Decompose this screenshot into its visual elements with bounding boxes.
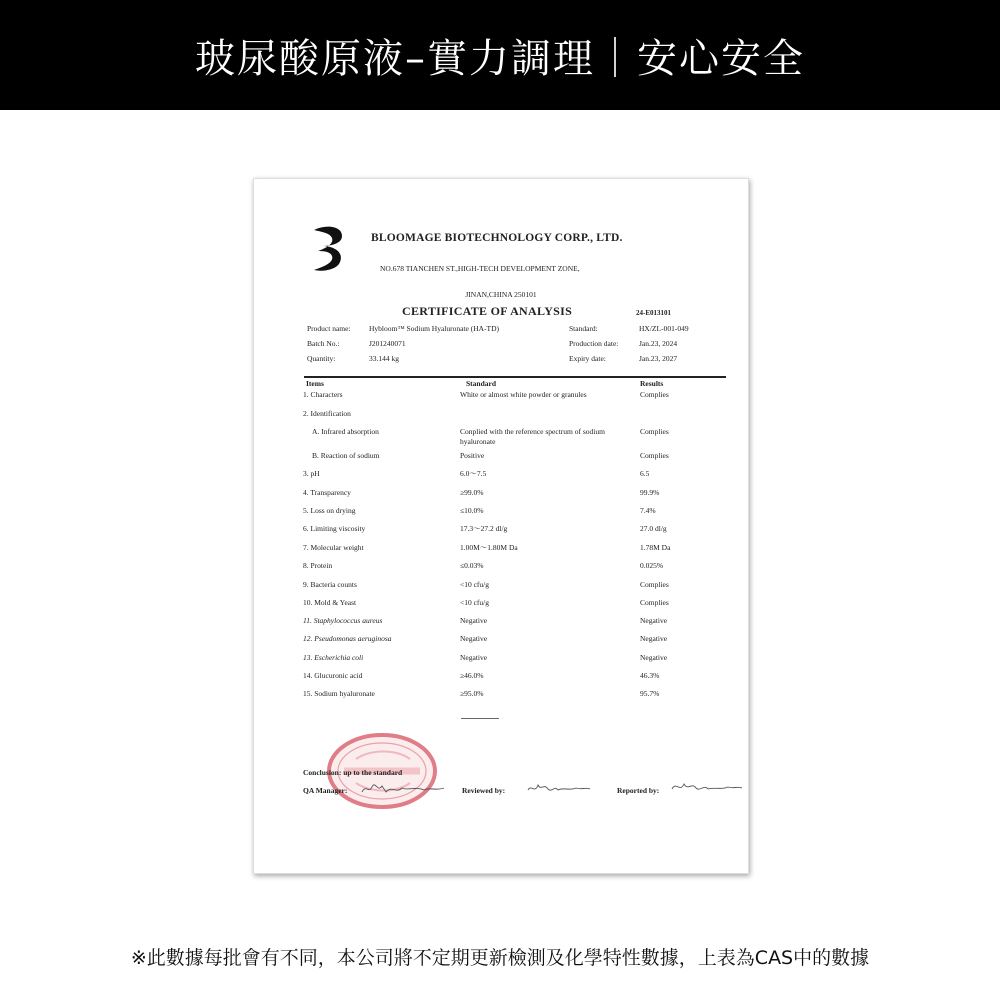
col-header-results: Results — [640, 379, 664, 388]
reviewed-by-label: Reviewed by: — [462, 786, 506, 795]
conclusion-text: Conclusion: up to the standard — [303, 768, 403, 777]
row-result: 99.9% — [640, 488, 660, 497]
row-standard: ≥46.0% — [460, 671, 484, 680]
row-result: 0.025% — [640, 561, 664, 570]
row-standard: Negative — [460, 634, 488, 643]
expiry-date-label: Expiry date: — [569, 354, 606, 363]
reviewer-signature — [526, 781, 592, 796]
row-result: Negative — [640, 653, 668, 662]
table-row — [254, 390, 750, 404]
row-result: Negative — [640, 634, 668, 643]
row-standard: 17.3～27.2 dl/g — [460, 524, 508, 533]
row-item: 12. Pseudomonas aeruginosa — [303, 634, 392, 643]
col-header-standard: Standard — [466, 379, 497, 388]
certificate-number: 24-E013101 — [636, 309, 671, 317]
expiry-date-value: Jan.23, 2027 — [639, 354, 678, 363]
row-item: 14. Glucuronic acid — [303, 671, 363, 680]
row-item: B. Reaction of sodium — [312, 451, 380, 460]
company-name: BLOOMAGE BIOTECHNOLOGY CORP., LTD. — [371, 232, 623, 244]
row-result: 1.78M Da — [640, 543, 671, 552]
row-standard: 1.00M～1.80M Da — [460, 543, 518, 552]
qa-signature — [360, 782, 446, 796]
reporter-signature — [670, 779, 744, 795]
row-item: 4. Transparency — [303, 488, 351, 497]
row-standard: ≤0.03% — [460, 561, 484, 570]
row-item: 11. Staphylococcus aureus — [303, 616, 383, 625]
banner-title: 玻尿酸原液–實力調理｜安心安全 — [195, 35, 805, 82]
row-item: 15. Sodium hyaluronate — [303, 689, 375, 698]
table-row — [254, 653, 750, 667]
table-row — [254, 488, 750, 502]
header-banner — [0, 0, 1000, 110]
row-result: 6.5 — [640, 469, 650, 478]
row-item: 13. Escherichia coli — [303, 653, 364, 662]
table-row — [254, 671, 750, 685]
table-row — [254, 616, 750, 630]
table-row — [254, 543, 750, 557]
production-date-value: Jan.23, 2024 — [639, 339, 678, 348]
table-end-line — [461, 718, 499, 719]
row-standard: ≤10.0% — [460, 506, 484, 515]
product-name-label: Product name: — [307, 324, 351, 333]
quantity-label: Quantity: — [307, 354, 336, 363]
row-standard: 6.0～7.5 — [460, 469, 487, 478]
row-item: A. Infrared absorption — [312, 427, 379, 436]
table-row — [254, 451, 750, 465]
row-standard: ≥99.0% — [460, 488, 484, 497]
certificate-document — [253, 178, 749, 874]
row-item: 7. Molecular weight — [303, 543, 364, 552]
table-row — [254, 634, 750, 648]
row-item: 9. Bacteria counts — [303, 580, 357, 589]
row-result: 7.4% — [640, 506, 656, 515]
table-row — [254, 506, 750, 520]
row-standard: Positive — [460, 451, 485, 460]
quantity-value: 33.144 kg — [369, 354, 399, 363]
company-logo — [312, 224, 346, 272]
table-row — [254, 409, 750, 423]
row-result: Complies — [640, 580, 669, 589]
table-row — [254, 427, 750, 449]
standard-label: Standard: — [569, 324, 598, 333]
table-row — [254, 561, 750, 575]
production-date-label: Production date: — [569, 339, 619, 348]
row-result: Negative — [640, 616, 668, 625]
row-standard: Negative — [460, 653, 488, 662]
row-result: Complies — [640, 427, 669, 436]
table-row — [254, 689, 750, 703]
table-row — [254, 598, 750, 612]
row-item: 2. Identification — [303, 409, 351, 418]
standard-value: HX/ZL-001-049 — [639, 324, 689, 333]
address-line-2: JINAN,CHINA 250101 — [465, 290, 537, 299]
table-row — [254, 580, 750, 594]
product-name-value: Hybloom™ Sodium Hyaluronate (HA-TD) — [369, 324, 500, 333]
footnote-text: ※此數據每批會有不同，本公司將不定期更新檢測及化學特性數據，上表為CAS中的數據 — [130, 947, 870, 969]
row-standard: ≥95.0% — [460, 689, 484, 698]
row-standard: <10 cfu/g — [460, 580, 490, 589]
batch-label: Batch No.: — [307, 339, 340, 348]
row-result: 95.7% — [640, 689, 660, 698]
row-standard: Conplied with the reference spectrum of sodium hyaluronate — [460, 427, 605, 446]
batch-value: J201240071 — [369, 339, 406, 348]
row-item: 6. Limiting viscosity — [303, 524, 366, 533]
row-result: Complies — [640, 598, 669, 607]
row-result: Complies — [640, 451, 669, 460]
row-standard: <10 cfu/g — [460, 598, 490, 607]
row-standard: Negative — [460, 616, 488, 625]
row-item: 8. Protein — [303, 561, 333, 570]
col-header-items: Items — [306, 379, 324, 388]
row-result: 46.3% — [640, 671, 660, 680]
row-item: 3. pH — [303, 469, 320, 478]
address-line-1: NO.678 TIANCHEN ST.,HIGH-TECH DEVELOPMENT ZONE, — [380, 264, 580, 273]
row-item: 10. Mold & Yeast — [303, 598, 357, 607]
row-item: 5. Loss on drying — [303, 506, 356, 515]
table-row — [254, 524, 750, 538]
table-rule — [304, 376, 726, 378]
row-result: 27.0 dl/g — [640, 524, 667, 533]
reported-by-label: Reported by: — [617, 786, 660, 795]
row-item: 1. Characters — [303, 390, 343, 399]
row-standard: White or almost white powder or granules — [460, 390, 587, 399]
table-row — [254, 469, 750, 483]
qa-manager-label: QA Manager: — [303, 786, 348, 795]
certificate-title: CERTIFICATE OF ANALYSIS — [402, 304, 573, 318]
row-result: Complies — [640, 390, 669, 399]
